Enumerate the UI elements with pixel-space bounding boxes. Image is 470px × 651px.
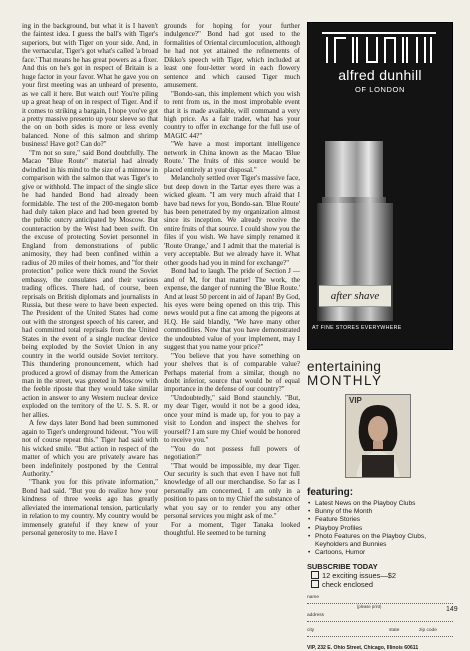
feature-list-item: • Feature Stories [307, 516, 453, 524]
article-column-2 [164, 22, 300, 622]
article-column-1 [22, 22, 158, 622]
dunhill-ad[interactable] [307, 22, 453, 350]
bottle-label [319, 285, 391, 307]
subscription-option-issues[interactable] [307, 571, 453, 580]
feature-list-item: • Bunny of the Month [307, 508, 453, 516]
article-paragraph: Melancholy settled over Tiger's massive face, but deep down in the Tartar eyes there was a wicked gleam. "I am very much afraid that I have bad news for you, Bondo-san. 'Blue Route' has been penetrated by my organization almost since its inception. We already receive the entire fruits of that source. I could show you the files if you wish. We have simply renamed it 'Route Orange,' and I admit that the material is very acceptable. But we already have it. What other goods had you in mind for exchange?" [164, 174, 300, 267]
feature-list-item: • Photo Features on the Playboy Clubs, Keyholders and Bunnies [307, 533, 453, 549]
article-paragraph: A few days later Bond had been summoned again to Tiger's underground hideout. "You will not of course repeat this." Tiger had said with his wicked smile. "But action in respect of the matter of which you are privately aware has been indefinitely postponed by the Central Authority." [22, 419, 158, 479]
name-field[interactable] [307, 595, 453, 610]
article-paragraph: Bond had to laugh. The pride of Section J — and of M, for that matter! The work, the expense, the danger of running the 'Blue Route.' And at least 50 percent in aid of Japan! By God, his eyes were being opened on this trip. This news would put a fine cat among the pigeons at H.Q. He said blandly, "We have many other commodities. Now that you have demonstrated the undoubted value of your implement, may I suggest that you name your price?" [164, 267, 300, 352]
check-enclosed-label: check enclosed [322, 580, 373, 590]
feature-list-item: • Latest News on the Playboy Clubs [307, 500, 453, 508]
check-enclosed-checkbox[interactable] [311, 580, 319, 588]
dunhill-brand-name: alfred dunhill [338, 67, 422, 83]
vip-featuring-heading: featuring: [307, 487, 354, 498]
article-paragraph: For a moment, Tiger Tanaka looked thoughtful. He seemed to be turning [164, 520, 300, 538]
address-field[interactable] [307, 613, 453, 622]
vip-feature-list [307, 500, 453, 557]
name-field-hint: (please print) [357, 604, 382, 610]
vip-title-line-2: MONTHLY [307, 373, 383, 388]
zip-field-label: zip code [419, 628, 437, 634]
issues-option-label: 12 exciting issues—$2 [322, 571, 396, 581]
article-paragraph: "We have a most important intelligence network in China known as the Macao 'Blue Route.' The fruits of this source would be placed entirely at your disposal." [164, 140, 300, 174]
dunhill-logo-icon [322, 32, 436, 64]
advertisement-sidebar [307, 22, 453, 651]
bottle-cap-image [325, 141, 383, 199]
article-paragraph: "Undoubtedly," said Bond staunchly. "But, my dear Tiger, would it not be a good idea, once your mind is made up, for you to pay a visit to London and inspect the shelves for yourself? I am sure my Chief would be honored to receive you." [164, 393, 300, 445]
article-paragraph: "That would be impossible, my dear Tiger. Our security is such that even I have not full knowledge of all our merchandise. So far as I personally am concerned, I am only in a position to pass on to my Chief the substance of what you say or to render you any other personal services you might ask of me." [164, 461, 300, 521]
magazine-cover-image[interactable] [345, 394, 411, 478]
article-paragraph: "You do not possess full powers of negotiation?" [164, 444, 300, 462]
feature-list-item: • Playboy Profiles [307, 525, 453, 533]
city-field-label: city [307, 628, 315, 634]
mailing-address: VIP, 232 E. Ohio Street, Chicago, Illinois 60611 [307, 645, 419, 651]
article-paragraph: "You believe that you have something on your shelves that is of comparable value? Perhaps material from a similar, though no doubt inferior, source that would be of equal importance in the defense of our country?" [164, 351, 300, 394]
city-state-zip-field[interactable] [307, 628, 453, 637]
state-field-label: state [389, 628, 400, 634]
issues-checkbox[interactable] [311, 571, 319, 579]
cover-portrait-image [346, 395, 410, 477]
product-label-text: after shave [330, 290, 380, 302]
vip-ad-title [307, 360, 453, 388]
page-number: 149 [446, 606, 458, 613]
article-paragraph: "I'm not so sure," said Bond doubtfully. The Macao "Blue Route" material had already dwindled in his mind to the size of a minnow in comparison with the salmon that was Tiger's to give or withhold. The impact of the single slice he had handed Bond had already been formidable. The test of the 200-megaton bomb had duly taken place and had been greeted by the public outcry anticipated by Moscow. But counteraction by the West had been swift. On the excuse of protecting Soviet personnel in England from demonstrations of public animosity, they had been confined within a radius of 20 miles of their homes, and "for their protection" police were thick round the Soviet embassy, the consulates and their various trading offices. There had, of course, been reprisals on British diplomats and journalists in Russia, but these were to have been expected. The President of the United States had come out with the strongest speech of his career, and had committed total reprisals from the United States in the event of a single nuclear device being exploded by the Soviet Union in any country in the world outside Soviet territory. This thundering pronouncement, which had produced a growl of dismay from the American man in the street, was greeted in Moscow with the feeble riposte that they would take similar action in answer to any Western nuclear device exploded on the territory of the U. S. S. R. or her allies. [22, 148, 158, 419]
article-paragraph: grounds for hoping for your further indulgence?" Bond had got used to the formalities of Oriental circumlocution, although he had not yet attained the refinements of Dikko's speech with Tiger, which included at least one four-letter word in each flowery sentence and which caused Tiger much amusement. [164, 22, 300, 90]
dunhill-brand-city: OF LONDON [355, 85, 405, 94]
subscribe-heading: SUBSCRIBE TODAY [307, 562, 378, 572]
article-paragraph: "Bondo-san, this implement which you wish to rent from us, in the most improbable event that it is made available, will command a very high price. As a fair trader, what has your country to offer in exchange for the full use of MAGIC 44?" [164, 89, 300, 140]
dunhill-tagline: AT FINE STORES EVERYWHERE [312, 325, 402, 331]
feature-list-item: • Cartoons, Humor [307, 549, 453, 557]
article-paragraph: ing in the background, but what it is I haven't the faintest idea. I guess the ball's with Tiger's superiors, but with Tiger on your side. And, in the vernacular, Tiger's got what's called 'a broad face.' That means he has great powers as a fixer. And this on he's got in respect of Britain is a huge factor in your favor. What he gave you on your first meeting was an unheard of presento, as we call it here. But watch out! You're piling up a great heap of on in respect of Tiger. And if it comes to striking a bargain, I hope you've got a pretty massive presento up your sleeve so that the on on both sides is more or less evenly balanced. None of this salmon and shrimp business! Have got? Can do?" [22, 22, 158, 149]
address-field-label: address [307, 613, 325, 619]
name-field-label: name [307, 595, 319, 601]
article-paragraph: "Thank you for this private information," Bond had said. "But you do realize how your kindness of three weeks ago has greatly alleviated the international tension, particularly in relation to my country. My country would be immensely grateful if they knew of your personal generosity to me. Have I [22, 478, 158, 538]
subscription-option-check[interactable] [307, 580, 453, 589]
magazine-logo: VIP [349, 396, 362, 405]
vip-title-line-1: entertaining [307, 359, 382, 374]
